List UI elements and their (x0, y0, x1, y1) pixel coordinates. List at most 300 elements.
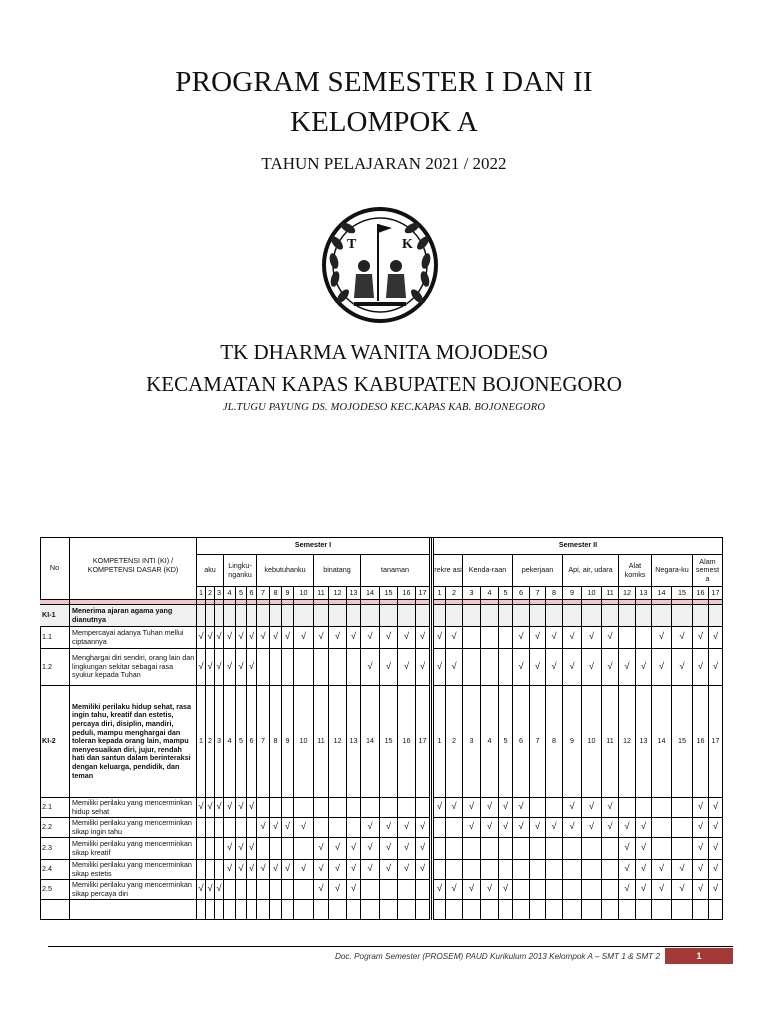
week-number: 10 (294, 587, 314, 600)
row-number: 1.1 (40, 627, 70, 649)
check-cell (294, 798, 314, 818)
check-cell: √ (314, 860, 329, 880)
check-cell: √ (314, 880, 329, 900)
week-cell (499, 900, 513, 920)
week-cell (224, 900, 236, 920)
row-competency-text: Menghargai diri sendiri, orang lain dan lingkungan sekitar sebagai rasa syukur kepada Tuhan (70, 649, 197, 686)
check-cell: √ (294, 627, 314, 649)
page-number: 1 (665, 948, 733, 964)
check-cell: √ (709, 860, 723, 880)
check-cell: √ (636, 818, 652, 838)
theme-header: tanaman (361, 555, 430, 587)
week-cell (709, 900, 723, 920)
row-number: KI-1 (40, 605, 70, 627)
check-cell (546, 860, 563, 880)
row-competency-text: Memiliki perilaku yang mencerminkan sikap percaya diri (70, 880, 197, 900)
check-cell: √ (347, 880, 361, 900)
check-cell: √ (380, 649, 398, 686)
check-cell (619, 798, 636, 818)
check-cell: √ (294, 860, 314, 880)
check-cell: √ (546, 627, 563, 649)
check-cell: √ (197, 798, 206, 818)
check-cell (197, 818, 206, 838)
check-cell (463, 649, 481, 686)
check-cell: √ (197, 880, 206, 900)
check-cell: √ (215, 880, 224, 900)
week-cell: 2 (446, 686, 463, 798)
check-cell: √ (224, 649, 236, 686)
check-cell: √ (236, 649, 247, 686)
week-cell (446, 605, 463, 627)
check-cell (602, 880, 619, 900)
check-cell (463, 860, 481, 880)
row-competency-text: Mempercayai adanya Tuhan mellui ciptaannya (70, 627, 197, 649)
week-cell (619, 605, 636, 627)
week-cell: 6 (513, 686, 530, 798)
check-cell: √ (247, 627, 257, 649)
row-number (40, 900, 70, 920)
check-cell (416, 798, 430, 818)
check-cell: √ (314, 627, 329, 649)
week-cell: 15 (380, 686, 398, 798)
check-cell (206, 838, 215, 860)
check-cell: √ (499, 798, 513, 818)
check-cell (294, 838, 314, 860)
check-cell (499, 860, 513, 880)
check-cell: √ (236, 860, 247, 880)
check-cell: √ (206, 649, 215, 686)
week-cell (215, 605, 224, 627)
check-cell: √ (434, 649, 446, 686)
check-cell: √ (652, 649, 672, 686)
check-cell (530, 860, 546, 880)
check-cell (257, 880, 270, 900)
week-number: 2 (446, 587, 463, 600)
week-cell (563, 900, 582, 920)
week-cell (693, 605, 709, 627)
check-cell: √ (530, 627, 546, 649)
check-cell (294, 880, 314, 900)
week-cell: 6 (247, 686, 257, 798)
check-cell (513, 860, 530, 880)
check-cell: √ (224, 860, 236, 880)
check-cell (546, 880, 563, 900)
row-number: 2.5 (40, 880, 70, 900)
week-cell (672, 900, 693, 920)
academic-year: TAHUN PELAJARAN 2021 / 2022 (261, 154, 507, 173)
check-cell (499, 627, 513, 649)
check-cell (215, 818, 224, 838)
check-cell: √ (709, 880, 723, 900)
check-cell: √ (329, 627, 347, 649)
week-cell (499, 605, 513, 627)
check-cell (481, 860, 499, 880)
week-cell: 4 (481, 686, 499, 798)
check-cell: √ (380, 627, 398, 649)
check-cell (380, 798, 398, 818)
week-cell (582, 900, 602, 920)
check-cell: √ (257, 860, 270, 880)
week-cell: 3 (463, 686, 481, 798)
check-cell (513, 880, 530, 900)
check-cell: √ (563, 798, 582, 818)
week-cell: 12 (329, 686, 347, 798)
week-cell (257, 900, 270, 920)
week-cell: 11 (602, 686, 619, 798)
check-cell: √ (693, 627, 709, 649)
week-number: 7 (530, 587, 546, 600)
week-number: 2 (206, 587, 215, 600)
check-cell: √ (446, 649, 463, 686)
check-cell (314, 798, 329, 818)
week-cell: 5 (236, 686, 247, 798)
check-cell: √ (446, 627, 463, 649)
week-number: 8 (270, 587, 282, 600)
week-number: 15 (380, 587, 398, 600)
check-cell (481, 838, 499, 860)
check-cell (197, 838, 206, 860)
check-cell (672, 818, 693, 838)
row-competency-text: Memiliki perilaku hidup sehat, rasa ingin tahu, kreatif dan estetis, percaya diri, disiplin, mandiri, peduli, mampu menghargai dan toleran kepada orang lain, mampu menyesuaikan diri, jujur, rendah hati dan santun dalam berinteraksi dengan keluarga, pendidik, dan teman (70, 686, 197, 798)
check-cell: √ (619, 838, 636, 860)
check-cell: √ (236, 627, 247, 649)
week-cell (398, 900, 416, 920)
check-cell (361, 880, 380, 900)
check-cell: √ (619, 818, 636, 838)
check-cell: √ (197, 649, 206, 686)
check-cell: √ (215, 649, 224, 686)
week-cell (197, 900, 206, 920)
theme-header: Api, air, udara (563, 555, 619, 587)
week-cell (380, 900, 398, 920)
check-cell: √ (513, 627, 530, 649)
check-cell: √ (636, 860, 652, 880)
check-cell (282, 880, 294, 900)
check-cell: √ (446, 798, 463, 818)
check-cell (463, 627, 481, 649)
week-cell (294, 605, 314, 627)
check-cell (602, 860, 619, 880)
check-cell: √ (247, 649, 257, 686)
check-cell (563, 838, 582, 860)
week-number: 13 (347, 587, 361, 600)
theme-header: aku (197, 555, 224, 587)
check-cell: √ (672, 627, 693, 649)
check-cell: √ (582, 798, 602, 818)
check-cell (215, 860, 224, 880)
check-cell (270, 798, 282, 818)
week-cell (314, 900, 329, 920)
check-cell: √ (513, 649, 530, 686)
theme-header: Alam semest a (693, 555, 723, 587)
week-number: 11 (314, 587, 329, 600)
week-cell (224, 605, 236, 627)
theme-header: Kenda-raan (463, 555, 513, 587)
week-cell: 3 (215, 686, 224, 798)
footer-doc-text: Doc. Pogram Semester (PROSEM) PAUD Kurikulum 2013 Kelompok A – SMT 1 & SMT 2 (334, 952, 660, 961)
week-number: 4 (224, 587, 236, 600)
week-cell: 1 (197, 686, 206, 798)
week-cell: 14 (361, 686, 380, 798)
check-cell (314, 649, 329, 686)
check-cell: √ (314, 838, 329, 860)
week-cell: 13 (636, 686, 652, 798)
week-cell (361, 605, 380, 627)
check-cell: √ (282, 860, 294, 880)
check-cell: √ (224, 627, 236, 649)
page-subtitle: KELOMPOK A (290, 106, 478, 138)
week-cell (380, 605, 398, 627)
check-cell: √ (463, 798, 481, 818)
week-cell (206, 900, 215, 920)
week-cell (257, 605, 270, 627)
check-cell (270, 649, 282, 686)
week-cell (398, 605, 416, 627)
check-cell (563, 880, 582, 900)
check-cell (294, 649, 314, 686)
check-cell (672, 798, 693, 818)
check-cell: √ (693, 880, 709, 900)
semester-divider (431, 537, 432, 920)
check-cell (197, 860, 206, 880)
check-cell: √ (652, 860, 672, 880)
theme-header: Negara-ku (652, 555, 693, 587)
week-number: 5 (499, 587, 513, 600)
week-cell: 9 (563, 686, 582, 798)
check-cell (314, 818, 329, 838)
week-cell (270, 605, 282, 627)
check-cell (530, 880, 546, 900)
check-cell: √ (398, 649, 416, 686)
check-cell: √ (294, 818, 314, 838)
check-cell (434, 860, 446, 880)
check-cell: √ (247, 838, 257, 860)
week-cell (481, 900, 499, 920)
week-cell (546, 605, 563, 627)
check-cell (247, 818, 257, 838)
week-cell (416, 900, 430, 920)
week-cell: 4 (224, 686, 236, 798)
check-cell (398, 880, 416, 900)
week-number: 3 (215, 587, 224, 600)
row-competency-text: Memiliki perilaku yang mencerminkan sikap estetis (70, 860, 197, 880)
week-cell: 8 (270, 686, 282, 798)
theme-header: Lingku-nganku (224, 555, 257, 587)
row-competency-text: Memiliki perilaku yang mencerminkan sikap ingin tahu (70, 818, 197, 838)
week-cell (314, 605, 329, 627)
check-cell: √ (619, 880, 636, 900)
check-cell (282, 798, 294, 818)
check-cell: √ (709, 798, 723, 818)
check-cell: √ (513, 798, 530, 818)
check-cell: √ (206, 798, 215, 818)
check-cell: √ (206, 627, 215, 649)
check-cell (530, 838, 546, 860)
week-cell: 11 (314, 686, 329, 798)
week-cell (247, 605, 257, 627)
week-cell (361, 900, 380, 920)
week-number: 8 (546, 587, 563, 600)
check-cell (206, 818, 215, 838)
check-cell: √ (693, 818, 709, 838)
week-cell (206, 605, 215, 627)
week-cell (530, 605, 546, 627)
week-cell: 13 (347, 686, 361, 798)
check-cell: √ (434, 880, 446, 900)
check-cell: √ (693, 860, 709, 880)
check-cell: √ (398, 818, 416, 838)
week-cell (602, 605, 619, 627)
week-cell (329, 605, 347, 627)
check-cell (398, 798, 416, 818)
check-cell: √ (329, 860, 347, 880)
check-cell: √ (224, 838, 236, 860)
check-cell: √ (329, 880, 347, 900)
week-cell (434, 900, 446, 920)
week-number: 1 (197, 587, 206, 600)
check-cell: √ (636, 649, 652, 686)
check-cell: √ (636, 880, 652, 900)
check-cell (282, 649, 294, 686)
week-cell (463, 605, 481, 627)
check-cell: √ (398, 627, 416, 649)
check-cell: √ (652, 627, 672, 649)
check-cell: √ (546, 649, 563, 686)
check-cell: √ (398, 860, 416, 880)
check-cell (224, 880, 236, 900)
week-number: 1 (434, 587, 446, 600)
check-cell (672, 838, 693, 860)
column-header-no: No (40, 537, 70, 600)
theme-header: pekerjaan (513, 555, 563, 587)
check-cell: √ (224, 798, 236, 818)
week-number: 12 (329, 587, 347, 600)
week-cell (652, 605, 672, 627)
check-cell: √ (380, 838, 398, 860)
week-cell (347, 900, 361, 920)
check-cell: √ (347, 860, 361, 880)
row-competency-text: Menerima ajaran agama yang dianutnya (70, 605, 197, 627)
check-cell: √ (636, 838, 652, 860)
week-cell: 8 (546, 686, 563, 798)
week-cell: 5 (499, 686, 513, 798)
row-competency-text (70, 900, 197, 920)
check-cell (446, 818, 463, 838)
check-cell: √ (270, 860, 282, 880)
check-cell (499, 838, 513, 860)
week-number: 9 (563, 587, 582, 600)
check-cell: √ (361, 818, 380, 838)
week-cell (197, 605, 206, 627)
check-cell: √ (347, 838, 361, 860)
check-cell (416, 880, 430, 900)
semester-1-header: Semester I (197, 537, 430, 555)
check-cell: √ (463, 880, 481, 900)
school-logo-icon (318, 206, 442, 324)
check-cell (236, 818, 247, 838)
check-cell (347, 798, 361, 818)
week-number: 6 (513, 587, 530, 600)
week-cell: 12 (619, 686, 636, 798)
week-cell (236, 605, 247, 627)
check-cell (236, 880, 247, 900)
week-number: 7 (257, 587, 270, 600)
week-cell (481, 605, 499, 627)
check-cell (270, 838, 282, 860)
week-cell (513, 605, 530, 627)
week-cell (270, 900, 282, 920)
row-number: KI-2 (40, 686, 70, 798)
page-title: PROGRAM SEMESTER I DAN II (175, 66, 593, 98)
week-cell (530, 900, 546, 920)
check-cell: √ (247, 860, 257, 880)
week-cell (294, 900, 314, 920)
week-cell: 10 (582, 686, 602, 798)
week-cell (636, 605, 652, 627)
theme-header: kebutuhanku (257, 555, 314, 587)
week-cell (693, 900, 709, 920)
check-cell: √ (709, 649, 723, 686)
week-cell (652, 900, 672, 920)
column-header-kd: KOMPETENSI INTI (KI) / KOMPETENSI DASAR (KD) (70, 537, 197, 600)
check-cell (602, 838, 619, 860)
week-cell (582, 605, 602, 627)
check-cell: √ (672, 880, 693, 900)
check-cell (329, 818, 347, 838)
week-cell: 2 (206, 686, 215, 798)
check-cell (636, 627, 652, 649)
theme-header: Alat komks (619, 555, 652, 587)
check-cell: √ (282, 818, 294, 838)
check-cell: √ (361, 649, 380, 686)
week-cell (434, 605, 446, 627)
check-cell (361, 798, 380, 818)
semester-2-header: Semester II (434, 537, 723, 555)
week-cell (546, 900, 563, 920)
week-number: 6 (247, 587, 257, 600)
check-cell (206, 860, 215, 880)
week-number: 12 (619, 587, 636, 600)
week-cell: 16 (398, 686, 416, 798)
check-cell: √ (693, 838, 709, 860)
check-cell (446, 860, 463, 880)
week-cell (215, 900, 224, 920)
check-cell: √ (215, 627, 224, 649)
check-cell (380, 880, 398, 900)
week-number: 17 (709, 587, 723, 600)
check-cell: √ (347, 627, 361, 649)
week-cell (636, 900, 652, 920)
check-cell (257, 838, 270, 860)
check-cell (329, 798, 347, 818)
check-cell: √ (481, 818, 499, 838)
row-number: 1.2 (40, 649, 70, 686)
week-number: 9 (282, 587, 294, 600)
check-cell (481, 649, 499, 686)
row-number: 2.3 (40, 838, 70, 860)
week-cell (446, 900, 463, 920)
check-cell (652, 838, 672, 860)
check-cell: √ (513, 818, 530, 838)
check-cell: √ (380, 860, 398, 880)
week-number: 13 (636, 587, 652, 600)
school-name: TK DHARMA WANITA MOJODESO (220, 340, 548, 364)
check-cell: √ (672, 649, 693, 686)
check-cell (530, 798, 546, 818)
check-cell (224, 818, 236, 838)
check-cell: √ (270, 627, 282, 649)
check-cell: √ (416, 627, 430, 649)
